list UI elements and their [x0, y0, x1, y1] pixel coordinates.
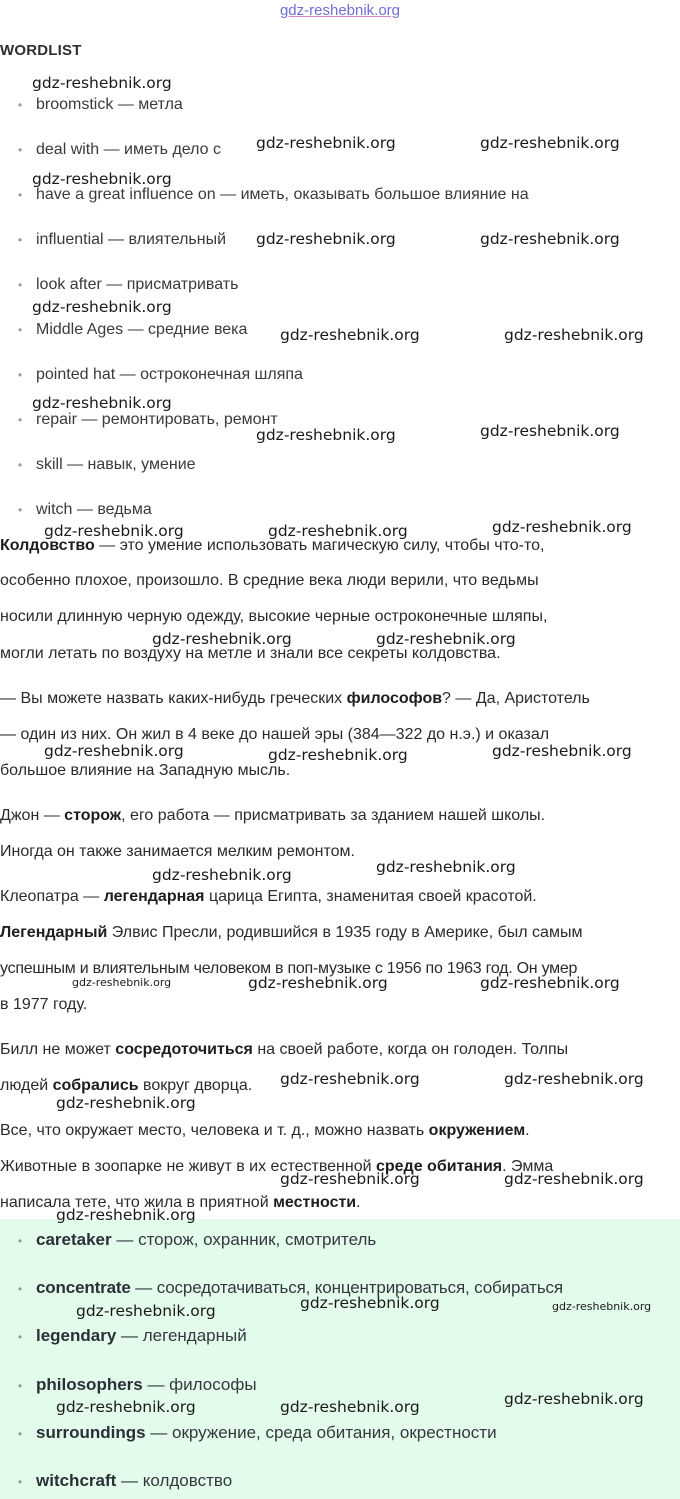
- text-span: Клеопатра —: [0, 888, 104, 905]
- watermark: gdz-reshebnik.org: [56, 1094, 196, 1112]
- site-watermark-link[interactable]: gdz-reshebnik.org: [279, 2, 401, 19]
- watermark: gdz-reshebnik.org: [492, 518, 632, 536]
- watermark: gdz-reshebnik.org: [504, 326, 644, 344]
- watermark: gdz-reshebnik.org: [376, 858, 516, 876]
- text-span: Животные в зоопарке не живут в их естественной: [0, 1158, 376, 1175]
- text-span: — Вы можете назвать каких-нибудь греческих: [0, 690, 347, 707]
- watermark: gdz-reshebnik.org: [280, 326, 420, 344]
- watermark: gdz-reshebnik.org: [56, 1206, 196, 1224]
- text-line: — один из них. Он жил в 4 веке до нашей эры (384—322 до н.э.) и оказал: [0, 726, 550, 743]
- glossary-definition: — сосредотачиваться, концентрироваться, собираться: [130, 1278, 563, 1297]
- text-span: людей: [0, 1077, 53, 1094]
- watermark: gdz-reshebnik.org: [480, 230, 620, 248]
- watermark: gdz-reshebnik.org: [268, 522, 408, 540]
- highlighted-term: легендарная: [103, 888, 205, 905]
- text-line: [0, 690, 590, 708]
- watermark: gdz-reshebnik.org: [480, 422, 620, 440]
- glossary-item: [18, 1326, 247, 1346]
- bullet-icon: •: [18, 1379, 23, 1393]
- watermark: gdz-reshebnik.org: [248, 974, 388, 992]
- watermark: gdz-reshebnik.org: [44, 742, 184, 760]
- text-line: носили длинную черную одежду, высокие черные остроконечные шляпы,: [0, 608, 548, 625]
- highlighted-term: собрались: [52, 1077, 139, 1094]
- list-item: [18, 501, 152, 519]
- watermark: gdz-reshebnik.org: [76, 1302, 216, 1320]
- text-line: большое влияние на Западную мысль.: [0, 762, 291, 779]
- list-item: [18, 321, 247, 339]
- highlighted-term: окружением: [428, 1122, 526, 1139]
- highlighted-term: философов: [346, 690, 443, 707]
- glossary-term: legendary: [36, 1326, 117, 1345]
- list-item-text: repair — ремонтировать, ремонт: [36, 411, 278, 428]
- text-line: могли летать по воздуху на метле и знали все секреты колдовства.: [0, 645, 501, 662]
- watermark: gdz-reshebnik.org: [552, 1300, 652, 1313]
- watermark: gdz-reshebnik.org: [256, 230, 396, 248]
- text-line: [0, 1077, 252, 1095]
- bullet-icon: •: [18, 143, 23, 157]
- list-item-text: skill — навык, умение: [36, 456, 196, 473]
- text-line: [0, 924, 582, 942]
- list-item-text: have a great influence on — иметь, оказывать большое влияние на: [36, 186, 529, 203]
- bullet-icon: •: [18, 1427, 23, 1441]
- text-span: .: [356, 1194, 361, 1211]
- bullet-icon: •: [18, 1282, 23, 1296]
- watermark: gdz-reshebnik.org: [280, 1398, 420, 1416]
- text-line: [0, 807, 545, 825]
- bullet-icon: •: [18, 188, 23, 202]
- highlighted-term: Легендарный: [0, 924, 108, 941]
- watermark: gdz-reshebnik.org: [300, 1294, 440, 1312]
- watermark: gdz-reshebnik.org: [32, 170, 172, 188]
- bullet-icon: •: [18, 1330, 23, 1344]
- text-span: Джон —: [0, 807, 65, 824]
- glossary-term: surroundings: [36, 1423, 146, 1442]
- bullet-icon: •: [18, 413, 23, 427]
- text-line: [0, 1122, 530, 1140]
- list-item: [18, 96, 183, 114]
- text-span: — это умение использовать магическую силу, чтобы что-то,: [94, 537, 545, 554]
- text-span: Все, что окружает место, человека и т. д., можно назвать: [0, 1122, 429, 1139]
- watermark: gdz-reshebnik.org: [72, 976, 172, 989]
- glossary-definition: — философы: [142, 1375, 257, 1394]
- glossary-item: [18, 1375, 257, 1395]
- list-item: [18, 231, 226, 249]
- bullet-icon: •: [18, 278, 23, 292]
- text-span: Элвис Пресли, родившийся в 1935 году в Америке, был самым: [107, 924, 583, 941]
- list-item-text: influential — влиятельный: [36, 231, 227, 248]
- text-line: [0, 1158, 553, 1176]
- bullet-icon: •: [18, 503, 23, 517]
- glossary-term: concentrate: [36, 1278, 131, 1297]
- glossary-term: caretaker: [36, 1230, 112, 1249]
- glossary-definition: — легендарный: [116, 1326, 247, 1345]
- watermark: gdz-reshebnik.org: [280, 1170, 420, 1188]
- text-line: особенно плохое, произошло. В средние века люди верили, что ведьмы: [0, 572, 539, 589]
- watermark: gdz-reshebnik.org: [256, 426, 396, 444]
- watermark: gdz-reshebnik.org: [32, 394, 172, 412]
- text-span: .: [525, 1122, 530, 1139]
- watermark: gdz-reshebnik.org: [376, 630, 516, 648]
- list-item-text: look after — присматривать: [36, 276, 239, 293]
- text-span: ? — Да, Аристотель: [442, 690, 590, 707]
- watermark: gdz-reshebnik.org: [256, 134, 396, 152]
- list-item: [18, 186, 529, 204]
- watermark: gdz-reshebnik.org: [280, 1070, 420, 1088]
- bullet-icon: •: [18, 1475, 23, 1489]
- list-item-text: broomstick — метла: [36, 96, 183, 113]
- text-span: Билл не может: [0, 1041, 116, 1058]
- list-item: [18, 141, 221, 159]
- text-line: [0, 888, 537, 906]
- list-item-text: Middle Ages — средние века: [36, 321, 248, 338]
- glossary-item: [18, 1471, 232, 1491]
- text-span: на своей работе, когда он голоден. Толпы: [252, 1041, 569, 1058]
- text-span: . Эмма: [502, 1158, 554, 1175]
- glossary-item: [18, 1423, 497, 1443]
- bullet-icon: •: [18, 323, 23, 337]
- highlighted-term: местности: [273, 1194, 357, 1211]
- watermark: gdz-reshebnik.org: [268, 746, 408, 764]
- glossary-term: witchcraft: [36, 1471, 117, 1490]
- watermark: gdz-reshebnik.org: [152, 866, 292, 884]
- list-item: [18, 366, 303, 384]
- text-line: успешным и влиятельным человеком в поп-музыке с 1956 по 1963 год. Он умер: [0, 960, 578, 977]
- watermark: gdz-reshebnik.org: [56, 1398, 196, 1416]
- list-item-text: pointed hat — остроконечная шляпа: [36, 366, 303, 383]
- glossary-definition: — колдовство: [116, 1471, 233, 1490]
- watermark: gdz-reshebnik.org: [504, 1170, 644, 1188]
- watermark: gdz-reshebnik.org: [480, 974, 620, 992]
- glossary-item: [18, 1278, 563, 1298]
- glossary-item: [18, 1230, 376, 1250]
- watermark: gdz-reshebnik.org: [32, 298, 172, 316]
- watermark: gdz-reshebnik.org: [492, 742, 632, 760]
- highlighted-term: среде обитания: [375, 1158, 503, 1175]
- list-item: [18, 411, 278, 429]
- highlighted-term: сторож: [64, 807, 122, 824]
- glossary-term: philosophers: [36, 1375, 143, 1394]
- text-span: вокруг дворца.: [138, 1077, 253, 1094]
- watermark: gdz-reshebnik.org: [480, 134, 620, 152]
- bullet-icon: •: [18, 368, 23, 382]
- watermark: gdz-reshebnik.org: [152, 630, 292, 648]
- wordlist-heading: WORDLIST: [0, 42, 82, 59]
- text-line: [0, 1041, 568, 1059]
- text-line: в 1977 году.: [0, 996, 88, 1013]
- watermark: gdz-reshebnik.org: [504, 1390, 644, 1408]
- text-span: , его работа — присматривать за зданием нашей школы.: [121, 807, 546, 824]
- glossary-definition: — сторож, охранник, смотритель: [111, 1230, 377, 1249]
- bullet-icon: •: [18, 98, 23, 112]
- bullet-icon: •: [18, 458, 23, 472]
- glossary-definition: — окружение, среда обитания, окрестности: [145, 1423, 497, 1442]
- highlighted-term: Колдовство: [0, 537, 95, 554]
- text-span: царица Египта, знаменитая своей красотой.: [204, 888, 537, 905]
- bullet-icon: •: [18, 1234, 23, 1248]
- watermark: gdz-reshebnik.org: [32, 74, 172, 92]
- list-item: [18, 276, 238, 294]
- bullet-icon: •: [18, 233, 23, 247]
- highlighted-term: сосредоточиться: [115, 1041, 253, 1058]
- text-span: написала тете, что жила в приятной: [0, 1194, 274, 1211]
- list-item: [18, 456, 196, 474]
- watermark: gdz-reshebnik.org: [44, 522, 184, 540]
- text-line: Иногда он также занимается мелким ремонтом.: [0, 843, 355, 860]
- list-item-text: deal with — иметь дело с: [36, 141, 222, 158]
- watermark: gdz-reshebnik.org: [504, 1070, 644, 1088]
- list-item-text: witch — ведьма: [36, 501, 152, 518]
- glossary-box: [0, 1219, 680, 1499]
